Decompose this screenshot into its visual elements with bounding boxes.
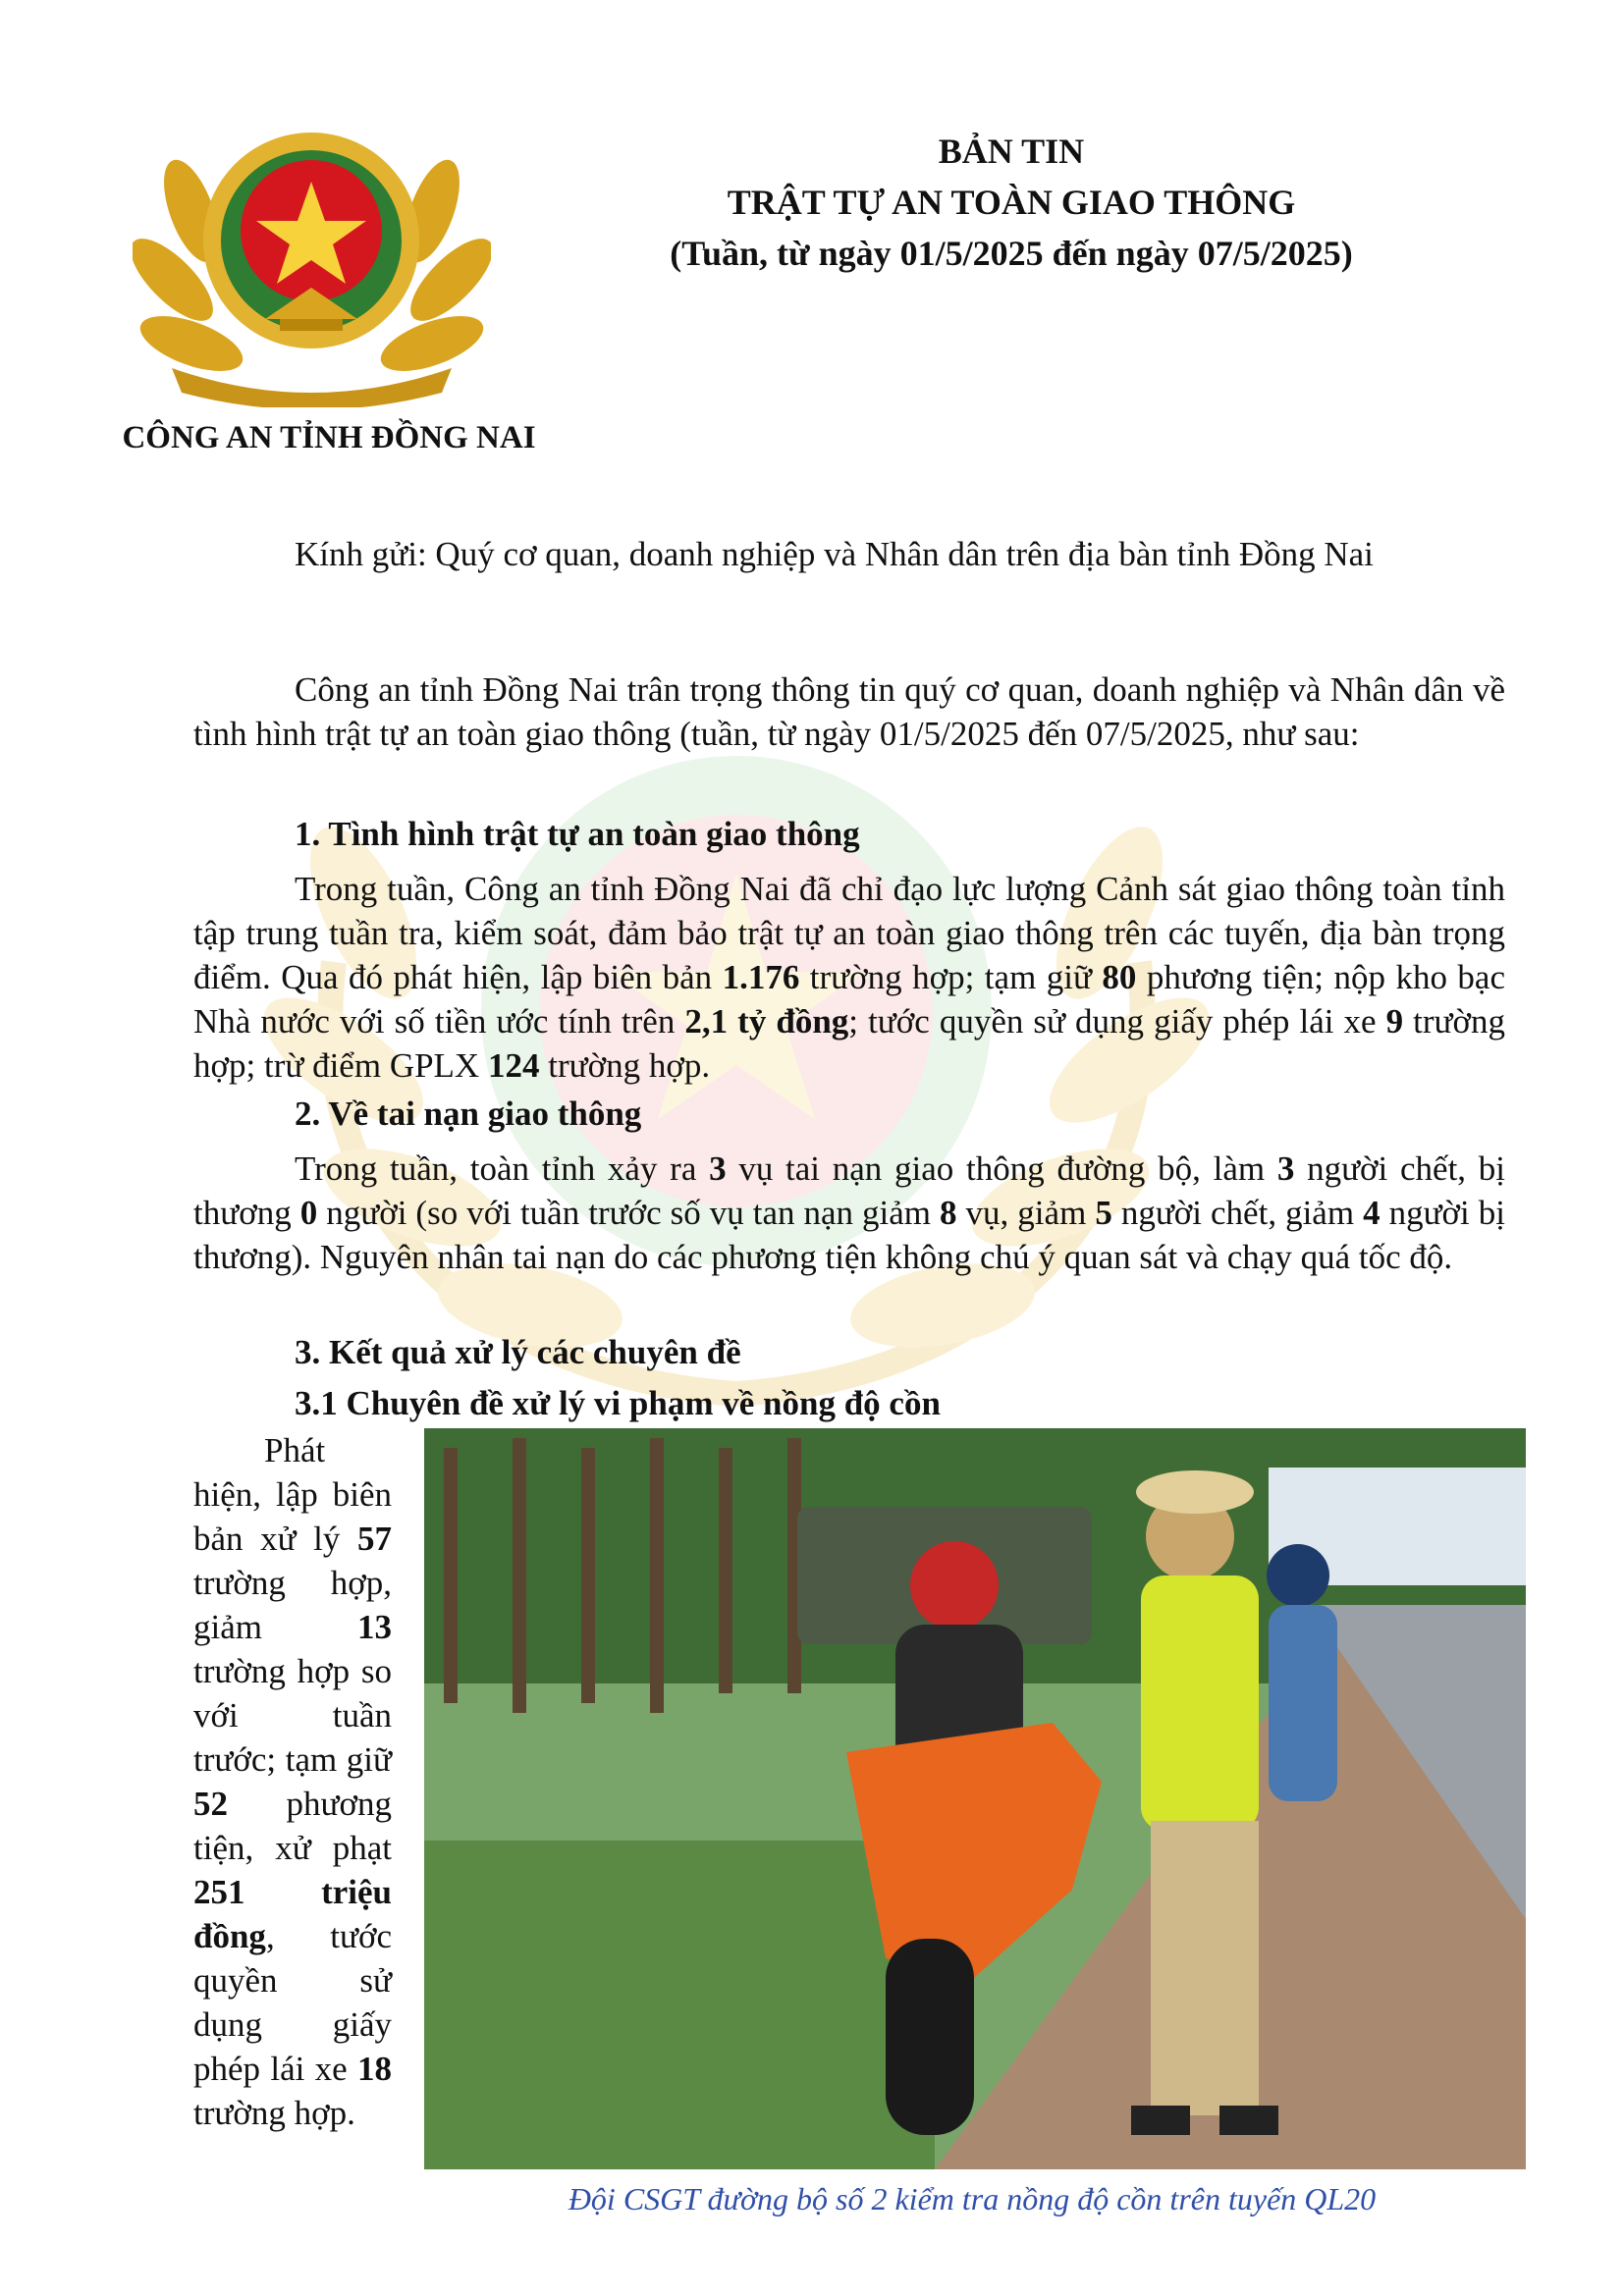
section-1-heading: 1. Tình hình trật tự an toàn giao thông <box>295 815 860 853</box>
title-date-range: (Tuần, từ ngày 01/5/2025 đến ngày 07/5/2025) <box>670 234 1353 273</box>
greeting: Kính gửi: Quý cơ quan, doanh nghiệp và Nhân dân trên địa bàn tỉnh Đồng Nai <box>295 535 1374 573</box>
section-3-1-paragraph: Phát hiện, lập biên bản xử lý 57 trường hợp, giảm 13 trường hợp so với tuần trước; tạm giữ 52 phương tiện, xử phạt 251 triệu đồng, tước quyền sử dụng giấy phép lái xe 18 trường hợp. <box>193 1431 392 2132</box>
police-emblem-icon <box>133 123 491 407</box>
title-line-1: BẢN TIN <box>938 132 1085 171</box>
checkpoint-photo <box>424 1428 1526 2169</box>
intro-paragraph: Công an tỉnh Đồng Nai trân trọng thông tin quý cơ quan, doanh nghiệp và Nhân dân về tình hình trật tự an toàn giao thông (tuần, từ ngày 01/5/2025 đến 07/5/2025, như sau: <box>193 670 1505 753</box>
section-2-heading: 2. Về tai nạn giao thông <box>295 1095 642 1133</box>
section-3-1-heading: 3.1 Chuyên đề xử lý vi phạm về nồng độ cồn <box>295 1384 941 1422</box>
section-1-paragraph: Trong tuần, Công an tỉnh Đồng Nai đã chỉ đạo lực lượng Cảnh sát giao thông toàn tỉnh tập trung tuần tra, kiểm soát, đảm bảo trật tự an toàn giao thông trên các tuyến, địa bàn trọng điểm. Qua đó phát hiện, lập biên bản 1.176 trường hợp; tạm giữ 80 phương tiện; nộp kho bạc Nhà nước với số tiền ước tính trên 2,1 tỷ đồng; tước quyền sử dụng giấy phép lái xe 9 trường hợp; trừ điểm GPLX 124 trường hợp. <box>193 870 1505 1085</box>
photo-caption: Đội CSGT đường bộ số 2 kiểm tra nồng độ cồn trên tuyến QL20 <box>568 2181 1377 2216</box>
bulletin-title <box>609 126 1414 279</box>
org-name: CÔNG AN TỈNH ĐỒNG NAI <box>122 420 536 455</box>
title-line-2: TRẬT TỰ AN TOÀN GIAO THÔNG <box>727 183 1296 222</box>
section-3-heading: 3. Kết quả xử lý các chuyên đề <box>295 1333 741 1371</box>
section-2-paragraph: Trong tuần, toàn tỉnh xảy ra 3 vụ tai nạn giao thông đường bộ, làm 3 người chết, bị thương 0 người (so với tuần trước số vụ tan nạn giảm 8 vụ, giảm 5 người chết, giảm 4 người bị thương). Nguyên nhân tai nạn do các phương tiện không chú ý quan sát và chạy quá tốc độ. <box>193 1149 1506 1276</box>
